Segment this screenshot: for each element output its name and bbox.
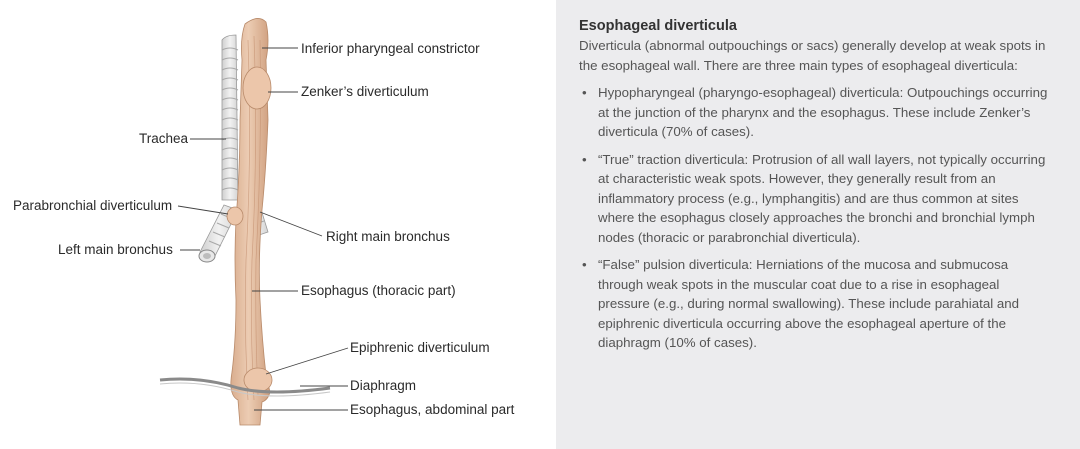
label-esophagus-thoracic: Esophagus (thoracic part) — [301, 283, 456, 298]
panel-intro: Diverticula (abnormal outpouchings or sacs) generally develop at weak spots in the esophageal wall. There are three main types of esophageal diverticula: — [579, 38, 1046, 73]
bullet-text: Hypopharyngeal (pharyngo-esophageal) diverticula: Outpouchings occurring at the junction of the pharynx and the esophagus. These include Zenker’s diverticula (70% of cases). — [598, 85, 1048, 139]
info-panel — [556, 0, 1080, 449]
bullet-list — [579, 83, 1052, 353]
label-epiphrenic-diverticulum: Epiphrenic diverticulum — [350, 340, 490, 355]
list-item — [579, 150, 1052, 248]
bullet-dot: • — [582, 151, 587, 167]
bullet-text: “False” pulsion diverticula: Herniations of the mucosa and submucosa through weak spots in the muscular coat due to a rise in esophageal pressure (e.g., during normal swallowing). These include parahiatal and epiphrenic diverticula occurring above the esophageal aperture of the diaphragm (10% of cases). — [598, 257, 1020, 350]
bullet-dot: • — [582, 257, 587, 272]
label-left-main-bronchus: Left main bronchus — [58, 242, 173, 257]
trachea-shape — [222, 35, 238, 200]
label-zenkers-diverticulum: Zenker’s diverticulum — [301, 84, 429, 99]
panel-title: Esophageal diverticula — [579, 18, 737, 34]
label-inferior-pharyngeal-constrictor: Inferior pharyngeal constrictor — [301, 41, 480, 56]
bullet-text: “True” traction diverticula: Protrusion of all wall layers, not typically occurring at characteristic weak spots. However, they generally result from an inflammatory process (e.g., lymphangitis) and are thus common at sites where the esophagus closely approaches the bronchi and bronchial lymph nodes (thoracic or parabronchial diverticula). — [598, 151, 1046, 245]
label-trachea: Trachea — [139, 131, 189, 146]
list-item — [579, 255, 1052, 353]
label-right-main-bronchus: Right main bronchus — [326, 229, 450, 244]
label-esophagus-abdominal: Esophagus, abdominal part — [350, 402, 515, 417]
bullet-dot: • — [582, 85, 587, 100]
list-item — [579, 83, 1052, 142]
label-diaphragm: Diaphragm — [350, 378, 417, 393]
label-parabronchial-diverticulum: Parabronchial diverticulum — [13, 198, 173, 213]
